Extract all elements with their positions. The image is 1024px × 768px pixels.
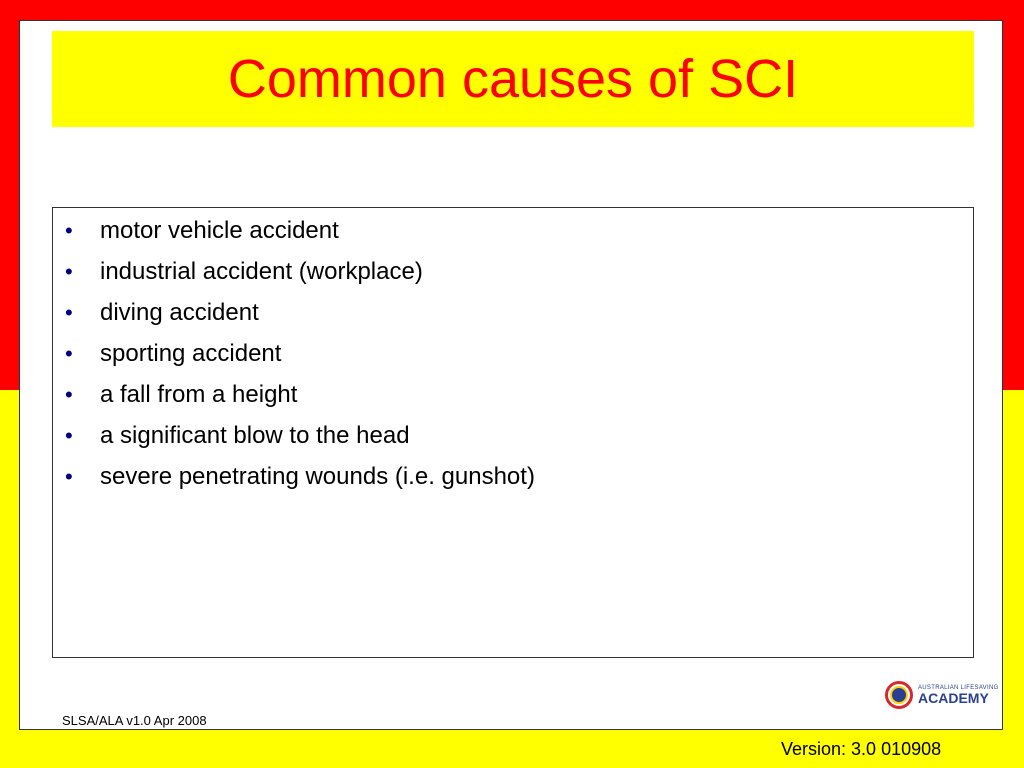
academy-logo (885, 681, 999, 709)
bullet-icon: • (65, 300, 73, 325)
lifesaving-emblem-icon (885, 681, 913, 709)
bullet-item (53, 341, 973, 382)
title-banner (52, 31, 974, 127)
slide-title: Common causes of SCI (227, 49, 799, 109)
bullet-icon: • (65, 218, 73, 243)
bullet-icon: • (65, 423, 73, 448)
emblem-inner-icon (890, 686, 908, 704)
bullet-item (53, 382, 973, 423)
logo-big-text: ACADEMY (918, 690, 989, 706)
bullet-icon: • (65, 259, 73, 284)
bullet-text: severe penetrating wounds (i.e. gunshot) (100, 463, 535, 490)
bullet-text: motor vehicle accident (100, 217, 339, 244)
bullet-icon: • (65, 341, 73, 366)
bullet-list (53, 208, 973, 505)
version-label: Version: 3.0 010908 (781, 739, 942, 759)
logo-small-text: AUSTRALIAN LIFESAVING (918, 685, 999, 691)
bullet-item (53, 218, 973, 259)
bullet-item (53, 300, 973, 341)
bullet-icon: • (65, 464, 73, 489)
bullet-text: diving accident (100, 299, 259, 326)
slide-canvas (19, 20, 1003, 730)
bullet-text: sporting accident (100, 340, 282, 367)
bullet-item (53, 464, 973, 505)
footer-revision-text: SLSA/ALA v1.0 Apr 2008 (62, 713, 207, 728)
bullet-text: a fall from a height (100, 381, 298, 408)
bullet-content-box (52, 207, 974, 658)
bullet-icon: • (65, 382, 73, 407)
bullet-text: industrial accident (workplace) (100, 258, 423, 285)
logo-wordmark (918, 685, 999, 705)
bullet-item (53, 423, 973, 464)
bullet-item (53, 259, 973, 300)
bullet-text: a significant blow to the head (100, 422, 410, 449)
